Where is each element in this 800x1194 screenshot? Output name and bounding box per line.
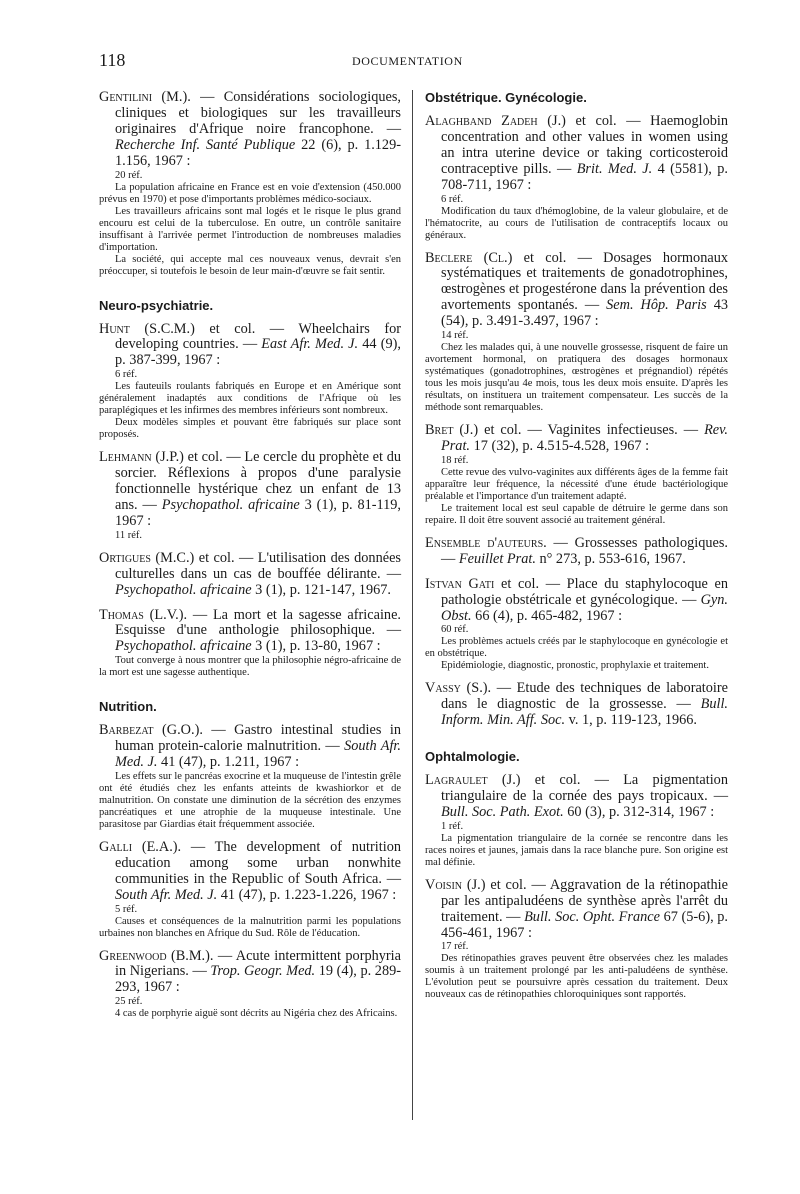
entry-author: Greenwood (B.M.). bbox=[99, 947, 214, 964]
entry-volume-pages: 41 (47), p. 1.211, 1967 : bbox=[157, 754, 300, 771]
entry-author: Thomas (L.V.). bbox=[99, 606, 188, 623]
entry-author: Istvan Gati bbox=[425, 575, 495, 592]
bibliography-entry bbox=[99, 90, 401, 278]
bibliography-entry bbox=[99, 322, 401, 442]
entry-author: Hunt (S.C.M.) bbox=[99, 320, 195, 337]
reference-count: 25 réf. bbox=[115, 996, 143, 1008]
entry-title: et col. — Haemoglobin concentration and other values in women using an intra uterine device or taking corticosteroid contraceptive pills. — bbox=[441, 113, 728, 177]
citation bbox=[425, 114, 728, 194]
entry-author: Ortigues (M.C.) bbox=[99, 549, 195, 566]
entry-journal: Trop. Geogr. Med. bbox=[210, 963, 316, 980]
entry-journal: Gyn. Obst. bbox=[441, 591, 728, 624]
left-column bbox=[99, 90, 401, 1029]
entry-group-nutrition bbox=[99, 723, 401, 1020]
entry-group-obstetrique bbox=[425, 114, 728, 729]
entry-volume-pages: 41 (47), p. 1.223-1.226, 1967 : bbox=[217, 886, 397, 903]
entry-title: et col. — Le cercle du prophète et du sorcier. Réflexions à propos d'une paralysie fonctionnelle hystérique chez un enfant de 13 ans. — bbox=[115, 449, 401, 513]
entry-volume-pages: n° 273, p. 553-616, 1967. bbox=[535, 550, 686, 567]
entry-volume-pages: 17 (32), p. 4.515-4.528, 1967 : bbox=[470, 437, 650, 454]
abstract-paragraph: Des rétinopathies graves peuvent être observées chez les malades soumis à un traitement prolongé par les anti-paludéens de synthèse. L'évolution peut se poursuivre après cessation du traitement. Deux nouveaux cas de rétinopathies chloroquiniques sont rapportés. bbox=[425, 953, 728, 1001]
citation bbox=[99, 551, 401, 599]
reference-count: 6 réf. bbox=[115, 369, 138, 381]
entry-title: et col. — Aggravation de la rétinopathie par les antipaludéens de synthèse après l'arrêt du traitement. — bbox=[441, 876, 728, 925]
citation bbox=[99, 949, 401, 997]
entry-journal: Bull. Soc. Opht. France bbox=[524, 908, 660, 925]
abstract-paragraph: Les problèmes actuels créés par le staphylocoque en gynécologie et en obstétrique. bbox=[425, 636, 728, 660]
bibliography-entry bbox=[425, 251, 728, 415]
entry-group-intro bbox=[99, 90, 401, 278]
abstract-paragraph: Causes et conséquences de la malnutrition parmi les populations urbaines non blanches en Afrique du Sud. Rôle de l'éducation. bbox=[99, 915, 401, 939]
entry-title: — Etude des techniques de laboratoire dans le diagnostic de la grossesse. — bbox=[441, 680, 729, 713]
citation bbox=[425, 251, 728, 331]
right-column bbox=[425, 90, 728, 1010]
entry-author: Lehmann (J.P.) bbox=[99, 449, 184, 466]
entry-volume-pages: 22 (6), p. 1.129-1.156, 1967 : bbox=[115, 136, 401, 169]
bibliography-entry bbox=[425, 423, 728, 527]
citation bbox=[425, 577, 728, 625]
citation bbox=[425, 681, 728, 729]
entry-title: — La mort et la sagesse africaine. Esquisse d'une anthologie philosophique. — bbox=[115, 606, 401, 639]
entry-journal: Feuillet Prat. bbox=[458, 550, 536, 567]
bibliography-entry bbox=[425, 878, 728, 1002]
entry-title: — The development of nutrition education among some urban nonwhite communities in the Republic of South Africa. — bbox=[115, 838, 401, 887]
entry-title: et col. — L'utilisation des données culturelles dans un cas de bouffée délirante. — bbox=[115, 549, 401, 582]
reference-count: 17 réf. bbox=[441, 941, 469, 953]
section-title-nutrition: Nutrition. bbox=[99, 699, 157, 715]
entry-author: Vassy (S.). bbox=[425, 680, 492, 697]
entry-journal: Brit. Med. J. bbox=[576, 160, 653, 177]
bibliography-entry bbox=[99, 949, 401, 1021]
entry-journal: Bull. Inform. Min. Aff. Soc. bbox=[441, 696, 728, 729]
abstract-paragraph: La société, qui accepte mal ces nouveaux venus, devrait s'en préoccuper, si toutefois le besoin de leur main-d'œuvre se fait sentir. bbox=[99, 253, 401, 277]
abstract-paragraph: Le traitement local est seul capable de détruire le germe dans son repaire. Il doit être souvent associé au traitement général. bbox=[425, 502, 728, 526]
entry-volume-pages: 3 (1), p. 13-80, 1967 : bbox=[251, 638, 381, 655]
entry-journal: Bull. Soc. Path. Exot. bbox=[441, 803, 564, 820]
entry-title: et col. — La pigmentation triangulaire de la cornée des pays tropicaux. — bbox=[441, 772, 728, 805]
abstract-paragraph: Les travailleurs africains sont mal logés et le risque le plus grand encouru est celui de la tuberculose. En outre, un contrôle sanitaire insuffisant à l'arrivée permet l'introduction de nombreuses maladies d'importation. bbox=[99, 205, 401, 253]
entry-author: Voisin (J.) bbox=[425, 876, 486, 893]
entry-journal: South Afr. Med. J. bbox=[115, 886, 218, 903]
bibliography-entry bbox=[99, 450, 401, 542]
entry-volume-pages: 67 (5-6), p. 456-461, 1967 : bbox=[441, 908, 728, 941]
entry-volume-pages: 43 (54), p. 3.491-3.497, 1967 : bbox=[441, 297, 728, 330]
citation bbox=[425, 878, 728, 942]
entry-group-neuro-psychiatrie bbox=[99, 322, 401, 680]
entry-volume-pages: 19 (4), p. 289-293, 1967 : bbox=[115, 963, 401, 996]
entry-author: Lagraulet (J.) bbox=[425, 772, 521, 789]
reference-count: 20 réf. bbox=[115, 169, 143, 181]
entry-author: Beclere (Cl.) bbox=[425, 249, 513, 266]
reference-count: 1 réf. bbox=[441, 820, 464, 832]
entry-author: Alaghband Zadeh (J.) bbox=[425, 113, 566, 129]
abstract-paragraph: Cette revue des vulvo-vaginites aux différents âges de la femme fait apparaître leur fréquence, la nécessité d'une étude bactériologique préalable et l'importance d'un traitement adapté. bbox=[425, 466, 728, 502]
abstract-paragraph: 4 cas de porphyrie aiguë sont décrits au Nigéria chez des Africains. bbox=[115, 1008, 398, 1020]
entry-journal: Rev. Prat. bbox=[441, 422, 728, 454]
entry-volume-pages: 3 (1), p. 81-119, 1967 : bbox=[115, 496, 402, 529]
entry-volume-pages: 44 (9), p. 387-399, 1967 : bbox=[115, 336, 401, 369]
bibliography-entry bbox=[425, 536, 728, 568]
abstract-paragraph: Les effets sur le pancréas exocrine et la muqueuse de l'intestin grêle ont été étudiés chez les enfants atteints de kwashiorkor et de malnutrition. On constate une diminution de la sécrétion des enzymes pancréatiques et une atrophie de la muqueuse intestinale. Une parasitose par Giardias était fréquemment associée. bbox=[99, 770, 401, 830]
entry-journal: Psychopathol. africaine bbox=[115, 638, 252, 655]
abstract-paragraph: Chez les malades qui, à une nouvelle grossesse, risquent de faire un avortement hormonal, on pratiquera des dosages hormonaux systématiques (gonadotrophines, œstrogènes et prégnandiol) répétés tous les mois jusqu'au 4e mois, tous les deux mois ensuite. D'après les résultats, on instituera un traitement compensateur. Les succès de la méthode sont remarquables. bbox=[425, 342, 728, 414]
abstract-paragraph: Epidémiologie, diagnostic, pronostic, prophylaxie et traitement. bbox=[441, 660, 709, 672]
reference-count: 11 réf. bbox=[115, 529, 143, 541]
section-title-obstetrique: Obstétrique. Gynécologie. bbox=[425, 90, 587, 105]
entry-volume-pages: 66 (4), p. 465-482, 1967 : bbox=[471, 607, 623, 624]
entry-author: Barbezat (G.O.). bbox=[99, 722, 203, 739]
citation bbox=[99, 840, 401, 904]
entry-journal: East Afr. Med. J. bbox=[261, 336, 359, 353]
entry-volume-pages: 3 (1), p. 121-147, 1967. bbox=[251, 581, 391, 598]
entry-author: Bret (J.) bbox=[425, 422, 479, 439]
entry-journal: Psychopathol. africaine bbox=[161, 496, 300, 513]
running-title: DOCUMENTATION bbox=[352, 54, 463, 68]
citation bbox=[425, 423, 728, 455]
bibliography-entry bbox=[425, 577, 728, 673]
entry-journal: Psychopathol. africaine bbox=[115, 581, 252, 598]
abstract-paragraph: Tout converge à nous montrer que la philosophie négro-africaine de la mort est une sagesse authentique. bbox=[99, 655, 401, 679]
entry-journal: Recherche Inf. Santé Publique bbox=[115, 136, 296, 153]
bibliography-entry bbox=[99, 723, 401, 831]
entry-author: Galli (E.A.). bbox=[99, 838, 182, 855]
bibliography-entry bbox=[99, 840, 401, 940]
entry-title: — Considérations sociologiques, cliniques et biologiques sur les travailleurs originaires d'Afrique noire francophone. — bbox=[115, 89, 401, 137]
entry-title: et col. — Wheelchairs for developing countries. — bbox=[115, 320, 401, 353]
citation bbox=[99, 90, 401, 170]
abstract-paragraph: La pigmentation triangulaire de la cornée se rencontre dans les races noires et jaunes, jamais dans la race blanche pure. Son origine est mal définie. bbox=[425, 832, 728, 868]
abstract-paragraph: Modification du taux d'hémoglobine, de la valeur globulaire, et de l'hématocrite, au cours de l'utilisation de contraceptifs locaux ou généraux. bbox=[425, 205, 728, 241]
citation bbox=[425, 773, 728, 821]
abstract-paragraph: La population africaine en France est en voie d'extension (450.000 prévus en 1970) et pose d'importants problèmes médico-sociaux. bbox=[99, 181, 401, 205]
section-title-ophtalmologie: Ophtalmologie. bbox=[425, 749, 520, 765]
reference-count: 14 réf. bbox=[441, 330, 469, 342]
entry-title: — Gastro intestinal studies in human protein-calorie malnutrition. — bbox=[115, 722, 401, 755]
page-header bbox=[99, 50, 740, 76]
bibliography-entry bbox=[99, 551, 401, 599]
column-divider bbox=[412, 90, 413, 1120]
bibliography-entry bbox=[425, 114, 728, 242]
section-title-neuro-psychiatrie: Neuro-psychiatrie. bbox=[99, 297, 214, 313]
citation bbox=[99, 723, 401, 771]
reference-count: 5 réf. bbox=[115, 903, 138, 915]
entry-title: et col. — Dosages hormonaux systématiques et traitements de gonadotrophines, œstrogènes et progestérone dans la prévention des avortements spontanés. — bbox=[441, 249, 728, 314]
page-number: 118 bbox=[99, 50, 126, 70]
citation bbox=[425, 536, 728, 568]
abstract-paragraph: Les fauteuils roulants fabriqués en Europe et en Amérique sont généralement inadaptés aux conditions de l'Afrique où les paraplégiques et les infirmes des membres inférieurs sont nombreux. bbox=[99, 381, 401, 417]
entry-volume-pages: v. 1, p. 119-123, 1966. bbox=[565, 712, 698, 729]
bibliography-entry bbox=[425, 681, 728, 729]
entry-title: et col. — Vaginites infectieuses. — bbox=[478, 422, 705, 439]
reference-count: 6 réf. bbox=[441, 193, 464, 205]
entry-journal: Sem. Hôp. Paris bbox=[606, 297, 707, 314]
citation bbox=[99, 322, 401, 370]
bibliography-entry bbox=[99, 608, 401, 680]
entry-journal: South Afr. Med. J. bbox=[115, 738, 401, 771]
reference-count: 18 réf. bbox=[441, 454, 469, 466]
entry-volume-pages: 60 (3), p. 312-314, 1967 : bbox=[563, 803, 715, 820]
entry-title: et col. — Place du staphylocoque en pathologie obstétricale et gynécologique. — bbox=[441, 575, 728, 608]
bibliography-entry bbox=[425, 773, 728, 869]
citation bbox=[99, 450, 401, 530]
entry-author: Gentilini (M.). bbox=[99, 89, 191, 105]
entry-author: Ensemble d'auteurs. bbox=[425, 534, 547, 551]
abstract-paragraph: Deux modèles simples et pouvant être fabriqués sur place sont proposés. bbox=[99, 417, 401, 441]
entry-title: — Grossesses pathologiques. — bbox=[441, 534, 728, 567]
entry-group-ophtalmologie bbox=[425, 773, 728, 1001]
reference-count: 60 réf. bbox=[441, 624, 469, 636]
entry-title: — Acute intermittent porphyria in Nigerians. — bbox=[115, 947, 401, 980]
citation bbox=[99, 608, 401, 656]
entry-volume-pages: 4 (5581), p. 708-711, 1967 : bbox=[441, 160, 728, 193]
